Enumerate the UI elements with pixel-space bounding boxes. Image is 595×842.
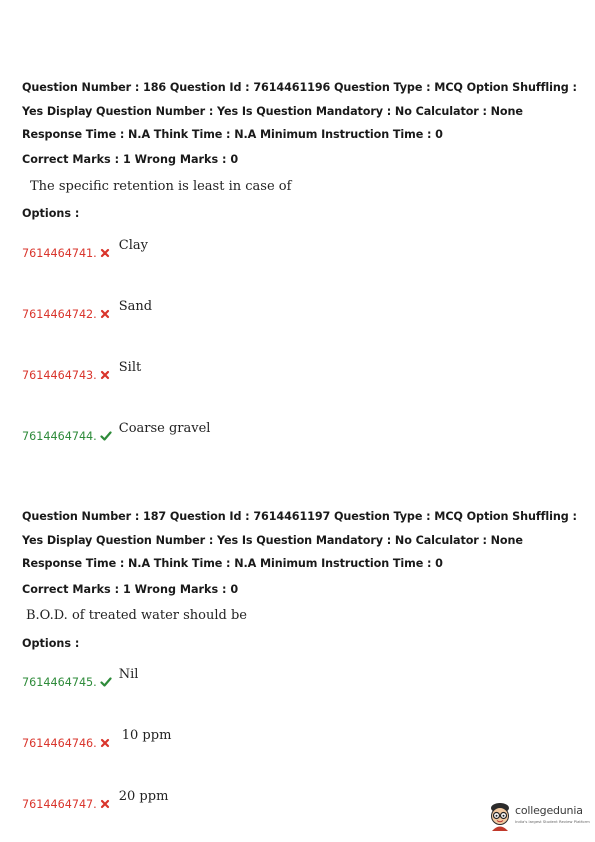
option-text: Nil — [118, 667, 139, 682]
collegedunia-logo — [487, 800, 592, 834]
logo-tagline: India's largest Student Review Platform — [515, 819, 590, 824]
option-id: 7614464745. — [22, 676, 97, 689]
option-text: Coarse gravel — [118, 421, 211, 436]
cross-icon — [100, 798, 113, 812]
option-text: Silt — [118, 360, 142, 375]
option-row — [22, 238, 148, 261]
option-row — [22, 299, 153, 322]
option-row — [22, 667, 139, 690]
option-row — [22, 360, 142, 383]
options-label: Options : — [22, 207, 80, 220]
option-id: 7614464743. — [22, 369, 97, 382]
question-text: B.O.D. of treated water should be — [26, 608, 247, 623]
cross-icon — [100, 369, 113, 383]
option-text: 20 ppm — [118, 789, 169, 804]
option-text: Sand — [118, 299, 153, 314]
option-id: 7614464747. — [22, 798, 97, 811]
option-text: Clay — [118, 238, 148, 253]
question-meta: Question Number : 186 Question Id : 7614461196 Question Type : MCQ Option Shuffling : Yes Display Question Number : Yes Is Question Mandatory : No Calculator : None Response Time : N.A Think Time : N.A Minimum Instruction Time : 0 — [22, 81, 577, 141]
option-row — [22, 789, 169, 812]
question-marks: Correct Marks : 1 Wrong Marks : 0 — [22, 583, 239, 596]
option-id: 7614464746. — [22, 737, 97, 750]
check-icon — [100, 676, 113, 690]
option-row — [22, 421, 211, 444]
option-text: 10 ppm — [121, 728, 172, 743]
question-meta: Question Number : 187 Question Id : 7614461197 Question Type : MCQ Option Shuffling : Yes Display Question Number : Yes Is Question Mandatory : No Calculator : None Response Time : N.A Think Time : N.A Minimum Instruction Time : 0 — [22, 510, 577, 570]
question-text: The specific retention is least in case of — [30, 179, 292, 194]
option-id: 7614464742. — [22, 308, 97, 321]
option-row — [22, 728, 172, 751]
option-id: 7614464744. — [22, 430, 97, 443]
question-marks: Correct Marks : 1 Wrong Marks : 0 — [22, 153, 239, 166]
option-id: 7614464741. — [22, 247, 97, 260]
cross-icon — [100, 247, 113, 261]
cross-icon — [100, 737, 113, 751]
cross-icon — [100, 308, 113, 322]
logo-brand: collegedunia — [515, 804, 583, 817]
check-icon — [100, 430, 113, 444]
options-label: Options : — [22, 637, 80, 650]
mascot-icon — [487, 802, 513, 832]
